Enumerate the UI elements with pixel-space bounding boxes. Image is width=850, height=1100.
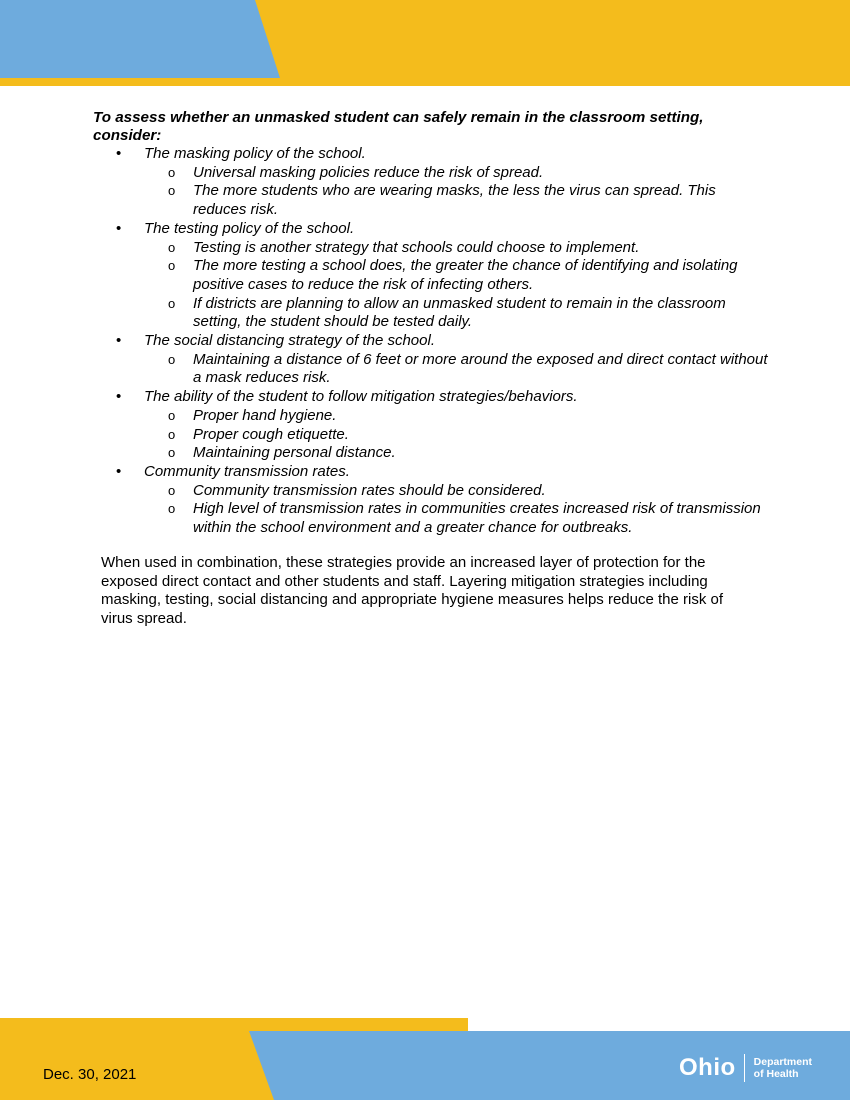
considerations-list: [0, 145, 850, 538]
list-item: [0, 145, 850, 164]
circle-bullet-icon: o: [168, 258, 176, 274]
sub-list-item-text: Maintaining personal distance.: [193, 444, 396, 462]
circle-bullet-icon: o: [168, 445, 176, 461]
sub-list-item: [0, 257, 850, 294]
list-item: [0, 332, 850, 351]
circle-bullet-icon: o: [168, 426, 176, 442]
bullet-icon: •: [116, 388, 122, 406]
summary-paragraph: When used in combination, these strategies provide an increased layer of protection for the exposed direct contact and other students and staff. Layering mitigation strategies including masking, testing, social distancing and appropriate hygiene measures helps reduce the risk of virus spread.: [101, 554, 724, 628]
sub-list-item-text: The more testing a school does, the greater the chance of identifying and isolating positive cases to reduce the risk of infecting others.: [193, 257, 738, 293]
ohio-department-of-health-logo: [679, 1052, 812, 1084]
header-blue-band: [0, 0, 280, 78]
sub-list-item-text: Community transmission rates should be considered.: [193, 481, 546, 499]
sub-list-item: [0, 500, 850, 537]
sub-list-item-text: If districts are planning to allow an unmasked student to remain in the classroom setting, the student should be tested daily.: [193, 294, 726, 331]
bullet-icon: •: [116, 462, 122, 480]
sub-list-item: [0, 295, 850, 332]
bullet-icon: •: [116, 219, 122, 237]
logo-line-1: Department: [753, 1056, 813, 1068]
list-item-text: The testing policy of the school.: [144, 219, 355, 237]
sub-list-item: [0, 239, 850, 258]
logo-line-2: of Health: [753, 1068, 799, 1080]
list-item-text: The ability of the student to follow mitigation strategies/behaviors.: [144, 388, 578, 406]
sub-list-item: [0, 182, 850, 219]
sub-list-item: [0, 482, 850, 501]
circle-bullet-icon: o: [168, 407, 176, 423]
list-item: [0, 388, 850, 407]
logo-wordmark: Ohio: [679, 1054, 736, 1081]
sub-list-item-text: Maintaining a distance of 6 feet or more around the exposed and direct contact without a mask reduces risk.: [193, 350, 768, 387]
list-item-text: Community transmission rates.: [144, 462, 350, 480]
bullet-icon: •: [116, 145, 122, 162]
sub-list-item: [0, 351, 850, 388]
sub-list-item: [0, 426, 850, 445]
sub-list-item-text: High level of transmission rates in communities creates increased risk of transmission within the school environment and a greater chance for outbreaks.: [193, 500, 761, 537]
sub-list-item-text: Proper cough etiquette.: [193, 425, 349, 443]
circle-bullet-icon: o: [168, 295, 176, 311]
logo-department-text: [754, 1056, 812, 1080]
circle-bullet-icon: o: [168, 183, 176, 199]
header-banner: [0, 0, 850, 90]
list-item: [0, 463, 850, 482]
sub-list-item-text: Testing is another strategy that schools could choose to implement.: [193, 238, 640, 256]
sub-list-item-text: Proper hand hygiene.: [193, 406, 337, 424]
circle-bullet-icon: o: [168, 482, 176, 498]
list-item: [0, 220, 850, 239]
circle-bullet-icon: o: [168, 164, 176, 180]
bullet-icon: •: [116, 332, 122, 350]
logo-divider: [744, 1054, 745, 1082]
sub-list-item: [0, 444, 850, 463]
document-date: Dec. 30, 2021: [43, 1066, 137, 1083]
circle-bullet-icon: o: [168, 351, 176, 367]
page-heading: To assess whether an unmasked student can safely remain in the classroom setting, consider:: [93, 109, 704, 144]
sub-list-item: [0, 164, 850, 183]
sub-list-item: [0, 407, 850, 426]
list-item-text: The masking policy of the school.: [144, 145, 366, 162]
sub-list-item-text: The more students who are wearing masks, the less the virus can spread. This reduces risk.: [193, 182, 716, 219]
circle-bullet-icon: o: [168, 239, 176, 255]
sub-list-item-text: Universal masking policies reduce the risk of spread.: [193, 163, 544, 181]
circle-bullet-icon: o: [168, 501, 176, 517]
list-item-text: The social distancing strategy of the school.: [144, 332, 435, 350]
